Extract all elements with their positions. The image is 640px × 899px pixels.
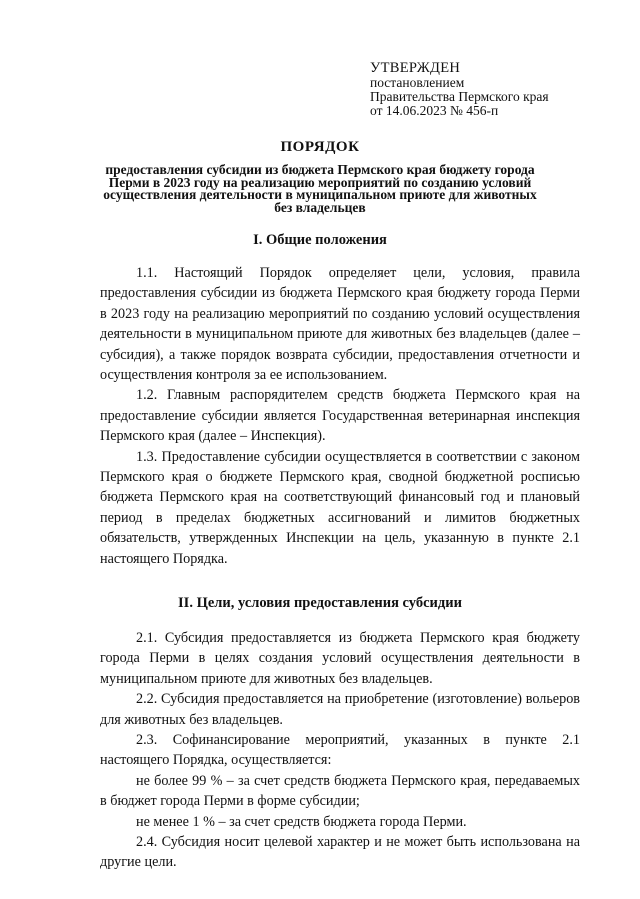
paragraph-1-3: 1.3. Предоставление субсидии осуществляется в соответствии с законом Пермского края о бюджете Пермского края, сводной бюджетной росписью бюджета Пермского края на соответствующий финансовый год и плановый период в пределах бюджетных ассигнований и лимитов бюджетных обязательств, утвержденных Инспекции на цель, указанную в пункте 2.1 настоящего Порядка. bbox=[100, 448, 580, 567]
approval-line-2: Правительства Пермского края bbox=[370, 89, 549, 104]
approval-line-1: постановлением bbox=[370, 75, 465, 90]
section-1-body bbox=[100, 263, 580, 569]
paragraph-2-2: 2.2. Субсидия предоставляется на приобретение (изготовление) вольеров для животных без владельцев. bbox=[100, 691, 580, 728]
section-2-title: II. Цели, условия предоставления субсидии bbox=[178, 595, 462, 611]
paragraph-2-3-a: не более 99 % – за счет средств бюджета Пермского края, передаваемых в бюджет города Перми в форме субсидии; bbox=[100, 772, 580, 810]
document-title: ПОРЯДОК bbox=[280, 139, 360, 155]
document-subtitle: предоставления субсидии из бюджета Пермского края бюджету города Перми в 2023 году на реализацию мероприятий по созданию условий осуществления деятельности в муниципальном приюте для животных без владельцев bbox=[103, 162, 537, 215]
section-1-title: I. Общие положения bbox=[253, 232, 387, 248]
paragraph-2-3-b: не менее 1 % – за счет средств бюджета города Перми. bbox=[136, 813, 467, 830]
approval-heading: УТВЕРЖДЕН bbox=[370, 60, 461, 76]
paragraph-2-4: 2.4. Субсидия носит целевой характер и не может быть использована на другие цели. bbox=[100, 834, 580, 871]
approval-line-3: от 14.06.2023 № 456-п bbox=[370, 103, 499, 118]
section-2-body bbox=[100, 628, 580, 873]
paragraph-2-3: 2.3. Софинансирование мероприятий, указанных в пункте 2.1 настоящего Порядка, осуществляется: bbox=[100, 732, 580, 769]
paragraph-2-1: 2.1. Субсидия предоставляется из бюджета Пермского края бюджету города Перми в целях создания условий осуществления деятельности в муниципальном приюте для животных без владельцев. bbox=[100, 630, 580, 687]
paragraph-1-2: 1.2. Главным распорядителем средств бюджета Пермского края на предоставление субсидии является Государственная ветеринарная инспекция Пермского края (далее – Инспекция). bbox=[100, 387, 580, 445]
approval-stamp bbox=[370, 60, 610, 118]
paragraph-1-1: 1.1. Настоящий Порядок определяет цели, условия, правила предоставления субсидии из бюджета Пермского края бюджету города Перми в 2023 году на реализацию мероприятий по созданию условий осуществления деятельности в муниципальном приюте для животных без владельцев (далее – субсидия), а также порядок возврата субсидии, предоставления отчетности и осуществления контроля за ее использованием. bbox=[100, 265, 580, 384]
